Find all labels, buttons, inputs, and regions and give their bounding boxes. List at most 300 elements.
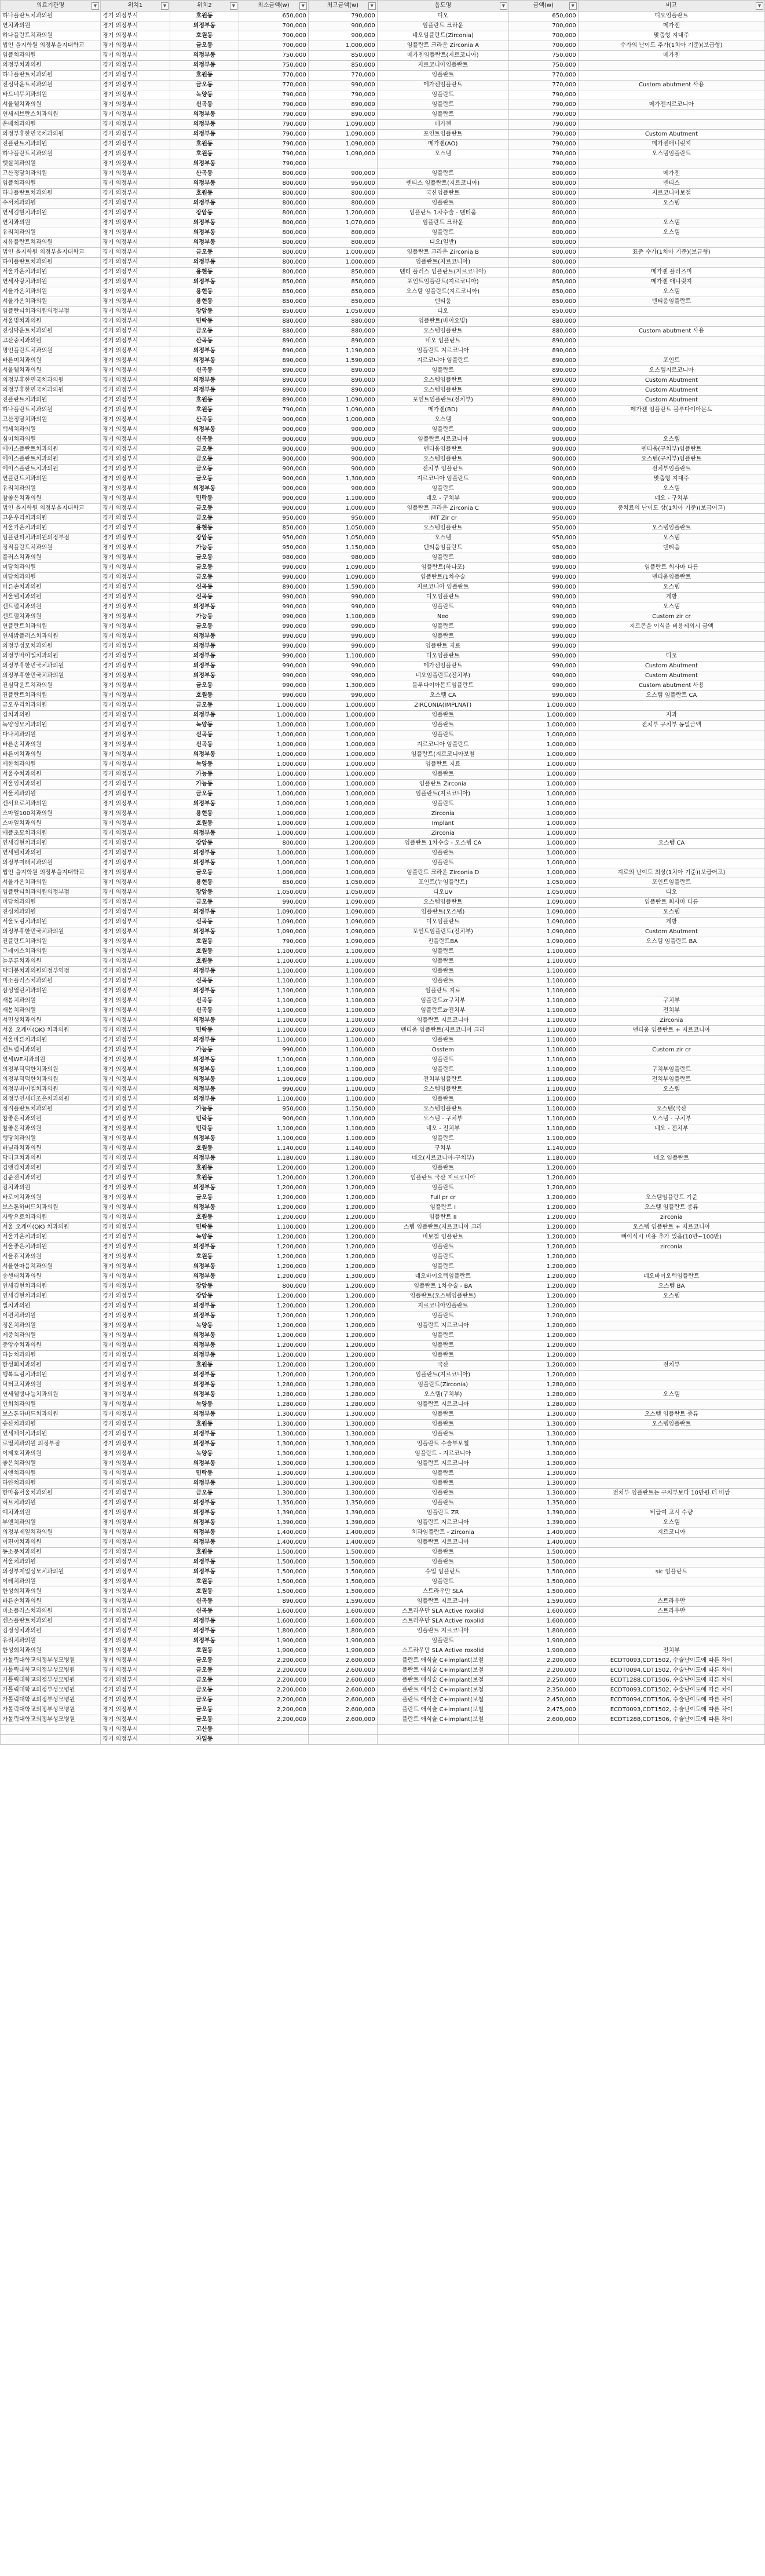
table-cell[interactable]: 메가젠 bbox=[377, 120, 508, 130]
table-cell[interactable]: 990,000 bbox=[239, 898, 308, 908]
table-cell[interactable]: 덴티움 bbox=[377, 297, 508, 307]
table-cell[interactable]: 녹양동 bbox=[170, 760, 239, 770]
filter-dropdown-icon[interactable]: ▼ bbox=[161, 2, 169, 10]
table-cell[interactable]: 의정부동 bbox=[170, 671, 239, 681]
table-cell[interactable]: 1,090,000 bbox=[308, 120, 377, 130]
table-cell[interactable]: 경기 의정부시 bbox=[100, 809, 170, 819]
table-cell[interactable]: 890,000 bbox=[308, 100, 377, 110]
table-cell[interactable]: 명인플란트치과의원 bbox=[1, 346, 101, 356]
table-cell[interactable]: 900,000 bbox=[308, 455, 377, 465]
table-cell[interactable]: 임플란트 bbox=[377, 90, 508, 100]
table-cell[interactable]: 1,000,000 bbox=[308, 868, 377, 878]
table-cell[interactable]: 오스템임플란트 bbox=[377, 386, 508, 396]
table-cell[interactable]: 신곡동 bbox=[170, 918, 239, 927]
table-cell[interactable]: 790,000 bbox=[239, 140, 308, 149]
table-cell[interactable]: 스마일치과의원 bbox=[1, 819, 101, 829]
table-cell[interactable]: 1,100,000 bbox=[308, 996, 377, 1006]
table-cell[interactable]: 임플란트 II bbox=[377, 1213, 508, 1223]
table-cell[interactable]: 2,600,000 bbox=[308, 1696, 377, 1705]
table-cell[interactable]: 오스템 BA bbox=[578, 1282, 764, 1292]
table-cell[interactable]: 오스템임플란트 bbox=[377, 1105, 508, 1115]
filter-dropdown-icon[interactable]: ▼ bbox=[230, 2, 237, 10]
table-cell[interactable]: 중앙수치과의원 bbox=[1, 1341, 101, 1351]
table-cell[interactable]: 오스템 CA bbox=[578, 839, 764, 849]
table-cell[interactable]: 경기 의정부시 bbox=[100, 1233, 170, 1243]
table-cell[interactable]: 메가젠 bbox=[578, 51, 764, 61]
column-header[interactable] bbox=[578, 1, 764, 12]
table-cell[interactable]: 790,000 bbox=[239, 130, 308, 140]
table-cell[interactable]: 1,200,000 bbox=[308, 1233, 377, 1243]
table-cell[interactable] bbox=[578, 730, 764, 740]
table-cell[interactable]: 금오동 bbox=[170, 868, 239, 878]
table-cell[interactable]: 연세밝플러스치과의원 bbox=[1, 632, 101, 642]
table-cell[interactable]: 경기 의정부시 bbox=[100, 721, 170, 730]
table-cell[interactable]: 임플란티치과의원의정부점 bbox=[1, 307, 101, 317]
table-cell[interactable]: 서울도림치과의원 bbox=[1, 918, 101, 927]
table-cell[interactable]: 1,200,000 bbox=[308, 1213, 377, 1223]
table-cell[interactable]: 경기 의정부시 bbox=[100, 41, 170, 51]
table-cell[interactable]: 의정부동 bbox=[170, 218, 239, 228]
table-cell[interactable]: 서울가온치과의원 bbox=[1, 878, 101, 888]
table-cell[interactable]: 1,280,000 bbox=[308, 1380, 377, 1390]
table-cell[interactable]: 900,000 bbox=[239, 465, 308, 474]
table-cell[interactable]: 880,000 bbox=[308, 327, 377, 337]
table-cell[interactable]: 1,200,000 bbox=[308, 1252, 377, 1262]
table-cell[interactable] bbox=[578, 90, 764, 100]
table-cell[interactable]: 2,200,000 bbox=[508, 1656, 578, 1666]
table-cell[interactable]: 1,200,000 bbox=[508, 1282, 578, 1292]
table-cell[interactable]: 네오 - 전치부 bbox=[377, 1124, 508, 1134]
table-cell[interactable]: 의정부동 bbox=[170, 799, 239, 809]
table-cell[interactable]: 1,500,000 bbox=[308, 1577, 377, 1587]
table-cell[interactable]: 임플란트 bbox=[377, 632, 508, 642]
table-cell[interactable]: 1,090,000 bbox=[508, 908, 578, 918]
table-cell[interactable]: 1,000,000 bbox=[308, 829, 377, 839]
table-cell[interactable] bbox=[578, 1341, 764, 1351]
table-cell[interactable]: 950,000 bbox=[239, 543, 308, 553]
table-cell[interactable]: 경기 의정부시 bbox=[100, 209, 170, 218]
table-cell[interactable] bbox=[578, 1036, 764, 1046]
table-cell[interactable]: 경기 의정부시 bbox=[100, 1183, 170, 1193]
table-cell[interactable]: 오스템 bbox=[377, 415, 508, 425]
table-cell[interactable]: 2,200,000 bbox=[239, 1715, 308, 1725]
table-cell[interactable] bbox=[578, 1144, 764, 1154]
table-cell[interactable]: 연플란트치과의원 bbox=[1, 622, 101, 632]
table-cell[interactable]: 센트럴치과의원 bbox=[1, 1046, 101, 1055]
table-cell[interactable]: 990,000 bbox=[508, 622, 578, 632]
table-cell[interactable]: 1,300,000 bbox=[508, 1439, 578, 1449]
table-cell[interactable]: 플란트 애식술 C+implant(보철 bbox=[377, 1676, 508, 1686]
table-cell[interactable]: 임플란트 1차수술 - 오스템 CA bbox=[377, 839, 508, 849]
table-cell[interactable]: 에이스플란트치과의원 bbox=[1, 445, 101, 455]
table-cell[interactable]: 경기 의정부시 bbox=[100, 415, 170, 425]
table-cell[interactable]: 1,200,000 bbox=[308, 209, 377, 218]
table-cell[interactable]: 790,000 bbox=[508, 110, 578, 120]
table-cell[interactable]: 1,100,000 bbox=[239, 1134, 308, 1144]
table-cell[interactable]: 1,300,000 bbox=[508, 1410, 578, 1420]
table-cell[interactable]: 경기 의정부시 bbox=[100, 1676, 170, 1686]
table-cell[interactable]: 금오동 bbox=[170, 81, 239, 90]
table-cell[interactable] bbox=[578, 977, 764, 986]
table-cell[interactable]: 1,000,000 bbox=[239, 849, 308, 858]
table-cell[interactable]: 의정부동 bbox=[170, 51, 239, 61]
table-cell[interactable]: 호원동 bbox=[170, 1577, 239, 1587]
table-cell[interactable]: 1,200,000 bbox=[508, 1311, 578, 1321]
table-cell[interactable]: 1,100,000 bbox=[308, 1036, 377, 1046]
table-cell[interactable]: 경기 의정부시 bbox=[100, 1548, 170, 1558]
table-cell[interactable]: 890,000 bbox=[508, 356, 578, 366]
table-cell[interactable]: 오스템 임플란트 + 지르코니아 bbox=[578, 1223, 764, 1233]
table-cell[interactable]: 제중치과의원 bbox=[1, 1331, 101, 1341]
table-cell[interactable]: 1,200,000 bbox=[508, 1272, 578, 1282]
column-header[interactable] bbox=[377, 1, 508, 12]
table-cell[interactable]: 서울웰치과의원 bbox=[1, 366, 101, 376]
table-cell[interactable]: 호원동 bbox=[170, 1144, 239, 1154]
table-cell[interactable]: 한마음서울치과의원 bbox=[1, 1489, 101, 1499]
table-cell[interactable]: 990,000 bbox=[239, 573, 308, 583]
table-cell[interactable]: 오스템임플란트 bbox=[377, 376, 508, 386]
table-cell[interactable]: 경기 의정부시 bbox=[100, 455, 170, 465]
table-cell[interactable]: 2,200,000 bbox=[239, 1676, 308, 1686]
table-cell[interactable]: 990,000 bbox=[308, 593, 377, 602]
table-cell[interactable]: 디오 bbox=[377, 12, 508, 21]
table-cell[interactable]: 890,000 bbox=[508, 366, 578, 376]
table-cell[interactable]: 한성회치과의원 bbox=[1, 1587, 101, 1597]
table-cell[interactable]: 덴티움(구치부)임플란트 bbox=[578, 445, 764, 455]
table-cell[interactable]: 900,000 bbox=[239, 474, 308, 484]
table-cell[interactable]: 임플란트 bbox=[377, 1351, 508, 1361]
table-cell[interactable]: 경기 의정부시 bbox=[100, 1558, 170, 1567]
table-cell[interactable]: 경기 의정부시 bbox=[100, 868, 170, 878]
table-cell[interactable]: 고산정담치과의원 bbox=[1, 169, 101, 179]
table-cell[interactable]: 바로이치과의원 bbox=[1, 1193, 101, 1203]
table-cell[interactable]: 경기 의정부시 bbox=[100, 110, 170, 120]
table-cell[interactable]: 수입 임플란트 bbox=[377, 1567, 508, 1577]
table-cell[interactable]: 1,100,000 bbox=[308, 1134, 377, 1144]
table-cell[interactable]: 900,000 bbox=[239, 504, 308, 514]
table-cell[interactable]: 임플란트 bbox=[377, 730, 508, 740]
table-cell[interactable]: 오스템 bbox=[578, 287, 764, 297]
table-cell[interactable]: 임플란트 지르코니아 bbox=[377, 1518, 508, 1528]
table-cell[interactable]: 1,070,000 bbox=[308, 218, 377, 228]
table-cell[interactable]: 1,000,000 bbox=[239, 740, 308, 750]
table-cell[interactable]: 임플란트 1차수술 - BA bbox=[377, 1282, 508, 1292]
table-cell[interactable]: 경기 의정부시 bbox=[100, 1410, 170, 1420]
table-cell[interactable]: ZIRCONIA(IMPLNAT) bbox=[377, 701, 508, 711]
table-cell[interactable]: 스트라우만 SLA Active roxolid bbox=[377, 1646, 508, 1656]
table-cell[interactable]: 800,000 bbox=[508, 169, 578, 179]
table-cell[interactable]: 1,000,000 bbox=[308, 790, 377, 799]
table-cell[interactable]: 1,400,000 bbox=[308, 1528, 377, 1538]
table-cell[interactable]: 덴티움임플란트 bbox=[377, 543, 508, 553]
table-cell[interactable]: 스트라우만 SLA Active roxolid bbox=[377, 1607, 508, 1617]
column-header[interactable] bbox=[508, 1, 578, 12]
table-cell[interactable]: 금오동 bbox=[170, 1696, 239, 1705]
table-cell[interactable]: 구치부임플란트 bbox=[578, 1065, 764, 1075]
table-cell[interactable]: Custom Abutment bbox=[578, 396, 764, 405]
table-cell[interactable]: 호원동 bbox=[170, 1361, 239, 1371]
table-cell[interactable]: 1,200,000 bbox=[239, 1183, 308, 1193]
table-cell[interactable]: 의정부동 bbox=[170, 1203, 239, 1213]
table-cell[interactable] bbox=[239, 1735, 308, 1745]
table-cell[interactable]: 1,050,000 bbox=[508, 888, 578, 898]
table-cell[interactable]: zirconia bbox=[578, 1243, 764, 1252]
table-cell[interactable]: 1,100,000 bbox=[308, 977, 377, 986]
table-cell[interactable] bbox=[377, 1735, 508, 1745]
table-cell[interactable] bbox=[308, 1735, 377, 1745]
table-cell[interactable]: 임플란트 지료 bbox=[377, 986, 508, 996]
table-cell[interactable]: 임플란트 bbox=[377, 1558, 508, 1567]
table-cell[interactable]: 의정부동 bbox=[170, 1459, 239, 1469]
table-cell[interactable]: 900,000 bbox=[508, 445, 578, 455]
table-cell[interactable] bbox=[578, 61, 764, 71]
table-cell[interactable]: 의정부동 bbox=[170, 1302, 239, 1311]
table-cell[interactable]: 의정부동 bbox=[170, 61, 239, 71]
table-cell[interactable]: 900,000 bbox=[508, 465, 578, 474]
table-cell[interactable]: 1,100,000 bbox=[239, 996, 308, 1006]
table-cell[interactable]: 네오 - 전치부 bbox=[578, 1124, 764, 1134]
table-cell[interactable]: 다나치과의원 bbox=[1, 730, 101, 740]
table-cell[interactable]: 의정부동 bbox=[170, 849, 239, 858]
table-cell[interactable]: 장암동 bbox=[170, 1282, 239, 1292]
table-cell[interactable]: 1,100,000 bbox=[239, 986, 308, 996]
table-cell[interactable]: 1,200,000 bbox=[508, 1233, 578, 1243]
table-cell[interactable]: 동소문치과의원 bbox=[1, 1548, 101, 1558]
table-cell[interactable]: 2,200,000 bbox=[239, 1705, 308, 1715]
table-cell[interactable]: 1,000,000 bbox=[308, 799, 377, 809]
table-cell[interactable]: 오스템 임플란트(지르코니아) bbox=[377, 287, 508, 297]
table-cell[interactable]: 경기 의정부시 bbox=[100, 346, 170, 356]
table-cell[interactable]: 경기 의정부시 bbox=[100, 1715, 170, 1725]
table-cell[interactable]: Custom zir cr bbox=[578, 612, 764, 622]
table-cell[interactable]: 임플란트 bbox=[377, 199, 508, 209]
table-cell[interactable]: 1,000,000 bbox=[508, 770, 578, 780]
table-cell[interactable]: 1,300,000 bbox=[308, 1410, 377, 1420]
table-cell[interactable]: 고산중치과의원 bbox=[1, 337, 101, 346]
table-cell[interactable]: 1,100,000 bbox=[508, 1046, 578, 1055]
table-cell[interactable]: 의정부휴한민국치과의원 bbox=[1, 927, 101, 937]
table-cell[interactable]: 1,000,000 bbox=[508, 809, 578, 819]
table-cell[interactable]: 경기 의정부시 bbox=[100, 1134, 170, 1144]
table-cell[interactable]: 이레치과의원 bbox=[1, 1577, 101, 1587]
table-cell[interactable]: 경기 의정부시 bbox=[100, 1036, 170, 1046]
table-cell[interactable]: 게방 bbox=[578, 593, 764, 602]
table-cell[interactable]: 경기 의정부시 bbox=[100, 858, 170, 868]
table-cell[interactable]: 1,600,000 bbox=[308, 1607, 377, 1617]
table-cell[interactable]: 경기 의정부시 bbox=[100, 317, 170, 327]
table-cell[interactable]: 의정부동 bbox=[170, 346, 239, 356]
table-cell[interactable]: 경기 의정부시 bbox=[100, 652, 170, 662]
table-cell[interactable]: 임플란트 지르코니아 bbox=[377, 1321, 508, 1331]
table-cell[interactable]: 의정부동 bbox=[170, 662, 239, 671]
table-cell[interactable]: 임플란트(오스템임플란트) bbox=[377, 1292, 508, 1302]
table-cell[interactable]: 지과 bbox=[578, 711, 764, 721]
table-cell[interactable]: 1,590,000 bbox=[508, 1597, 578, 1607]
table-cell[interactable] bbox=[578, 986, 764, 996]
table-cell[interactable]: 진심닥운트치과의원 bbox=[1, 81, 101, 90]
table-cell[interactable]: 호원동 bbox=[170, 405, 239, 415]
table-cell[interactable]: 1,200,000 bbox=[508, 1252, 578, 1262]
table-cell[interactable]: 1,280,000 bbox=[508, 1400, 578, 1410]
table-cell[interactable]: 임플란트 bbox=[377, 1341, 508, 1351]
table-cell[interactable]: 경기 의정부시 bbox=[100, 140, 170, 149]
table-cell[interactable]: 임플란트 bbox=[377, 849, 508, 858]
table-cell[interactable]: 경기 의정부시 bbox=[100, 21, 170, 31]
table-cell[interactable]: 900,000 bbox=[239, 494, 308, 504]
table-cell[interactable]: 1,200,000 bbox=[239, 1311, 308, 1321]
table-cell[interactable]: 900,000 bbox=[308, 484, 377, 494]
table-cell[interactable]: 2,350,000 bbox=[508, 1686, 578, 1696]
table-cell[interactable]: 850,000 bbox=[508, 287, 578, 297]
table-cell[interactable]: 산곡동 bbox=[170, 415, 239, 425]
table-cell[interactable]: 1,050,000 bbox=[308, 534, 377, 543]
table-cell[interactable]: 금오동 bbox=[170, 465, 239, 474]
table-cell[interactable]: 금오동 bbox=[170, 504, 239, 514]
table-cell[interactable]: 1,100,000 bbox=[308, 967, 377, 977]
table-cell[interactable]: 1,200,000 bbox=[308, 1292, 377, 1302]
table-cell[interactable]: 스트라우만 bbox=[578, 1607, 764, 1617]
table-cell[interactable]: 1,100,000 bbox=[508, 947, 578, 957]
table-cell[interactable]: 900,000 bbox=[508, 494, 578, 504]
table-cell[interactable]: 임플란트 bbox=[377, 799, 508, 809]
table-cell[interactable]: 경기 의정부시 bbox=[100, 1065, 170, 1075]
table-cell[interactable] bbox=[578, 1469, 764, 1479]
table-cell[interactable]: 임플란트 bbox=[377, 1636, 508, 1646]
table-cell[interactable]: 메가젠(AO) bbox=[377, 140, 508, 149]
table-cell[interactable]: 임플란티치과의원의정부점 bbox=[1, 534, 101, 543]
table-cell[interactable]: 1,400,000 bbox=[239, 1538, 308, 1548]
table-cell[interactable]: 1,000,000 bbox=[508, 790, 578, 799]
table-cell[interactable]: 880,000 bbox=[239, 317, 308, 327]
table-cell[interactable]: 650,000 bbox=[508, 12, 578, 21]
table-cell[interactable]: 경기 의정부시 bbox=[100, 563, 170, 573]
table-cell[interactable]: 경기 의정부시 bbox=[100, 1095, 170, 1105]
table-cell[interactable]: 1,000,000 bbox=[508, 829, 578, 839]
table-cell[interactable]: 금오동 bbox=[170, 248, 239, 258]
table-cell[interactable]: 1,000,000 bbox=[239, 868, 308, 878]
table-cell[interactable]: 800,000 bbox=[508, 179, 578, 189]
table-cell[interactable]: 1,200,000 bbox=[508, 1371, 578, 1380]
table-cell[interactable]: 800,000 bbox=[239, 199, 308, 209]
table-cell[interactable]: 임플란트 크라운 Zirconia B bbox=[377, 248, 508, 258]
table-cell[interactable]: 신곡동 bbox=[170, 583, 239, 593]
table-cell[interactable]: 빌치과의원 bbox=[1, 1302, 101, 1311]
table-cell[interactable]: 스트라우만 bbox=[578, 1597, 764, 1607]
table-cell[interactable]: 990,000 bbox=[239, 671, 308, 681]
table-cell[interactable]: 연플란트치과의원 bbox=[1, 474, 101, 484]
table-cell[interactable]: 고산동 bbox=[170, 1725, 239, 1735]
table-cell[interactable]: 신곡동 bbox=[170, 435, 239, 445]
table-cell[interactable]: 1,200,000 bbox=[308, 1203, 377, 1213]
table-cell[interactable]: 1,100,000 bbox=[239, 1065, 308, 1075]
table-cell[interactable]: 990,000 bbox=[239, 593, 308, 602]
table-cell[interactable]: 1,280,000 bbox=[308, 1400, 377, 1410]
table-cell[interactable]: 1,000,000 bbox=[308, 819, 377, 829]
table-cell[interactable]: 1,390,000 bbox=[508, 1518, 578, 1528]
table-cell[interactable]: 이편치과의원 bbox=[1, 1311, 101, 1321]
table-cell[interactable]: 2,600,000 bbox=[308, 1666, 377, 1676]
table-cell[interactable]: 1,590,000 bbox=[308, 1597, 377, 1607]
table-cell[interactable]: 850,000 bbox=[239, 297, 308, 307]
table-cell[interactable]: 1,100,000 bbox=[308, 1115, 377, 1124]
table-cell[interactable]: 법인 을지학원 의정부을지대학교 bbox=[1, 868, 101, 878]
table-cell[interactable]: 부앤치과의원 bbox=[1, 1518, 101, 1528]
table-cell[interactable]: 950,000 bbox=[239, 514, 308, 524]
table-cell[interactable]: 850,000 bbox=[308, 51, 377, 61]
table-cell[interactable]: 1,400,000 bbox=[239, 1528, 308, 1538]
table-cell[interactable]: 오스템임플란트 bbox=[377, 898, 508, 908]
table-cell[interactable]: 1,200,000 bbox=[508, 1193, 578, 1203]
table-cell[interactable]: 2,600,000 bbox=[308, 1715, 377, 1725]
table-cell[interactable]: 1,000,000 bbox=[239, 790, 308, 799]
table-cell[interactable]: 1,000,000 bbox=[508, 849, 578, 858]
table-cell[interactable]: 1,300,000 bbox=[308, 1430, 377, 1439]
table-cell[interactable]: 1,900,000 bbox=[239, 1646, 308, 1656]
table-cell[interactable]: 신곡동 bbox=[170, 977, 239, 986]
table-cell[interactable]: 경기 의정부시 bbox=[100, 1479, 170, 1489]
table-cell[interactable]: Custom Abutment bbox=[578, 376, 764, 386]
table-cell[interactable]: 1,050,000 bbox=[308, 524, 377, 534]
table-cell[interactable]: 지르콘을 이식을 비용제외시 금액 bbox=[578, 622, 764, 632]
table-cell[interactable]: 서울가온치과의원 bbox=[1, 297, 101, 307]
table-cell[interactable]: 경기 의정부시 bbox=[100, 1686, 170, 1696]
table-cell[interactable]: 990,000 bbox=[308, 662, 377, 671]
table-cell[interactable]: 의정부동 bbox=[170, 1617, 239, 1627]
table-cell[interactable]: 경기 의정부시 bbox=[100, 100, 170, 110]
table-cell[interactable]: 900,000 bbox=[508, 415, 578, 425]
table-cell[interactable]: 700,000 bbox=[239, 41, 308, 51]
table-cell[interactable]: 경기 의정부시 bbox=[100, 898, 170, 908]
table-cell[interactable]: 경기 의정부시 bbox=[100, 337, 170, 346]
table-cell[interactable]: 의정부동 bbox=[170, 425, 239, 435]
table-cell[interactable]: 가톨릭대학교의정부성모병원 bbox=[1, 1705, 101, 1715]
table-cell[interactable]: 용현동 bbox=[170, 878, 239, 888]
table-cell[interactable]: 오스템 CA bbox=[377, 691, 508, 701]
table-cell[interactable]: 메가젠 플러즈미 bbox=[578, 268, 764, 277]
table-cell[interactable]: 닥터고치과의원 bbox=[1, 1380, 101, 1390]
table-cell[interactable]: 의정부동 bbox=[170, 602, 239, 612]
table-cell[interactable]: 정직플란트치과의원 bbox=[1, 543, 101, 553]
table-cell[interactable]: 금오동 bbox=[170, 1705, 239, 1715]
table-cell[interactable]: 1,200,000 bbox=[508, 1341, 578, 1351]
table-cell[interactable] bbox=[578, 740, 764, 750]
table-cell[interactable] bbox=[578, 337, 764, 346]
table-cell[interactable]: 1,390,000 bbox=[239, 1508, 308, 1518]
table-cell[interactable] bbox=[578, 1627, 764, 1636]
table-cell[interactable]: 임플란트 bbox=[377, 602, 508, 612]
table-cell[interactable]: 연세사랑치과의원 bbox=[1, 277, 101, 287]
table-cell[interactable]: 1,000,000 bbox=[308, 760, 377, 770]
table-cell[interactable]: 의정부동 bbox=[170, 1430, 239, 1439]
table-cell[interactable]: 700,000 bbox=[239, 31, 308, 41]
table-cell[interactable]: 가톨릭대학교의정부성모병원 bbox=[1, 1686, 101, 1696]
table-cell[interactable]: 의정부동 bbox=[170, 1410, 239, 1420]
table-cell[interactable] bbox=[578, 1262, 764, 1272]
table-cell[interactable] bbox=[578, 1499, 764, 1508]
filter-dropdown-icon[interactable]: ▼ bbox=[368, 2, 376, 10]
table-cell[interactable] bbox=[578, 71, 764, 81]
table-cell[interactable] bbox=[578, 1479, 764, 1489]
table-cell[interactable]: 스마일100치과의원 bbox=[1, 809, 101, 819]
table-cell[interactable]: 신곡동 bbox=[170, 730, 239, 740]
filter-dropdown-icon[interactable]: ▼ bbox=[500, 2, 507, 10]
table-cell[interactable] bbox=[308, 159, 377, 169]
table-cell[interactable]: 경기 의정부시 bbox=[100, 1282, 170, 1292]
table-cell[interactable]: 990,000 bbox=[239, 662, 308, 671]
table-cell[interactable]: 경기 의정부시 bbox=[100, 1469, 170, 1479]
table-cell[interactable]: 1,050,000 bbox=[308, 878, 377, 888]
table-cell[interactable]: 하이플란트치과의원 bbox=[1, 258, 101, 268]
